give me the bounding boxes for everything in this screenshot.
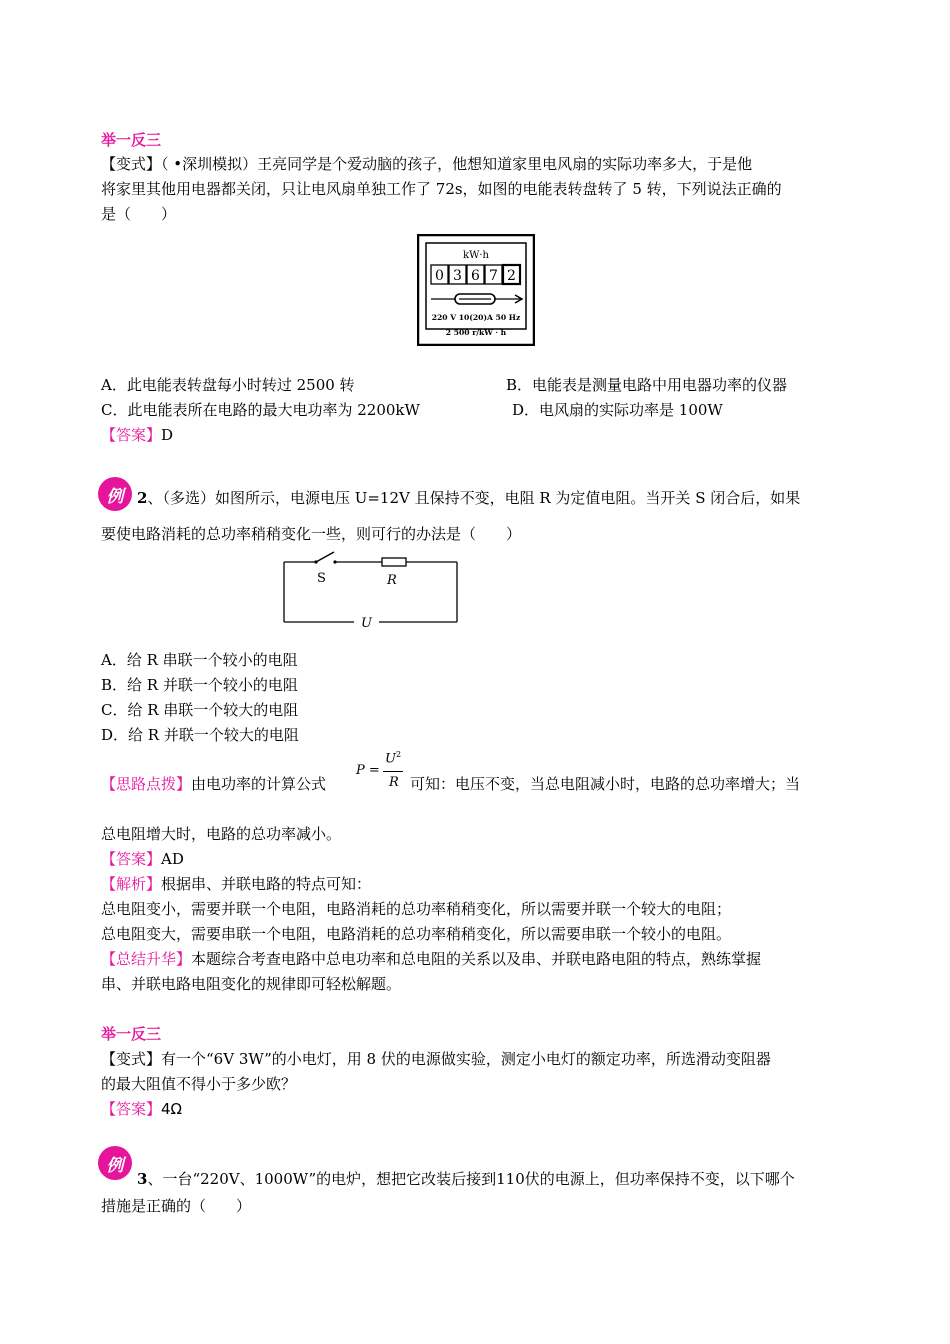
example-number: 3: [137, 1170, 148, 1188]
meter-digit: 7: [489, 268, 498, 284]
answer-value: 4Ω: [161, 1100, 183, 1118]
hint-line-continued: 可知：电压不变，当总电阻减小时，电路的总功率增大；当: [410, 775, 801, 793]
hint-line: 【思路点拨】由电功率的计算公式: [101, 775, 327, 793]
variant-text-line: 将家里其他用电器都关闭，只让电风扇单独工作了 72s，如图的电能表转盘转了 5 转，下列说法正确的: [101, 180, 782, 198]
answer-line: [101, 849, 184, 869]
circuit-diagram: [279, 548, 461, 634]
switch-label: S: [317, 571, 326, 586]
answer-value: AD: [161, 850, 184, 868]
example-question-line: 2、（多选）如图所示，电源电压 U=12V 且保持不变，电阻 R 为定值电阻。当开关 S 闭合后，如果: [137, 489, 801, 507]
answer-line: [101, 425, 173, 445]
section-heading: 举一反三: [101, 131, 162, 149]
answer-tag: 【答案】: [101, 850, 162, 868]
meter-digit: 0: [435, 268, 444, 284]
analysis-line: 【解析】根据串、并联电路的特点可知：: [101, 875, 372, 893]
meter-digit: 2: [507, 268, 516, 284]
hint-tag: 【思路点拨】: [101, 775, 192, 793]
example-question-line: 措施是正确的（ ）: [101, 1197, 252, 1215]
option-b: B．给 R 并联一个较小的电阻: [101, 676, 298, 694]
electric-meter-figure: [417, 234, 535, 346]
answer-line: [101, 1099, 182, 1119]
option-b: B．电能表是测量电路中用电器功率的仪器: [506, 376, 788, 394]
example-question-line: 3、一台“220V、1000W”的电炉，想把它改装后接到110伏的电源上，但功率保持不变，以下哪个: [137, 1170, 795, 1188]
variant-text-line: 是（ ）: [101, 205, 177, 223]
option-d: D．给 R 并联一个较大的电阻: [101, 726, 299, 744]
meter-unit: kW·h: [463, 250, 489, 261]
analysis-line: 总电阻变大，需要串联一个电阻，电路消耗的总功率稍稍变化，所以需要串联一个较小的电阻。: [101, 925, 732, 943]
electric-meter-drawing: [417, 234, 535, 346]
option-d: D．电风扇的实际功率是 100W: [512, 401, 723, 419]
section-heading: 举一反三: [101, 1025, 162, 1043]
analysis-tag: 【解析】: [101, 875, 162, 893]
answer-tag: 【答案】: [101, 426, 162, 444]
example-badge: 例: [98, 477, 132, 511]
meter-digit: 6: [471, 268, 480, 284]
answer-tag: 【答案】: [101, 1100, 162, 1118]
example-badge: 例: [98, 1146, 132, 1180]
summary-line: 【总结升华】本题综合考查电路中总电功率和总电阻的关系以及串、并联电路电阻的特点，熟练掌握: [101, 950, 762, 968]
hint-line: 总电阻增大时，电路的总功率减小。: [101, 825, 342, 843]
formula-denominator: R: [389, 775, 399, 790]
meter-spec: 220 V 10(20)A 50 Hz: [431, 313, 521, 322]
summary-line: 串、并联电路电阻变化的规律即可轻松解题。: [101, 975, 402, 993]
meter-rate: 2 500 r/kW · h: [445, 328, 507, 337]
option-a: A．给 R 串联一个较小的电阻: [101, 651, 298, 669]
summary-tag: 【总结升华】: [101, 950, 192, 968]
meter-digit: 3: [453, 268, 462, 284]
variant-text-line: 的最大阻值不得小于多少欧？: [101, 1075, 297, 1093]
formula-lhs: P =: [356, 763, 380, 778]
answer-value: D: [161, 426, 174, 444]
option-c: C．给 R 串联一个较大的电阻: [101, 701, 299, 719]
option-c: C．此电能表所在电路的最大电功率为 2200kW: [101, 401, 420, 419]
example-question-line: 要使电路消耗的总功率稍稍变化一些，则可行的办法是（ ）: [101, 525, 522, 543]
example-number: 2: [137, 489, 148, 507]
analysis-line: 总电阻变小，需要并联一个电阻，电路消耗的总功率稍稍变化，所以需要并联一个较大的电阻；: [101, 900, 732, 918]
formula-fraction-bar: [383, 771, 403, 772]
source-label: U: [361, 616, 372, 631]
option-a: A．此电能表转盘每小时转过 2500 转: [101, 376, 355, 394]
resistor-label: R: [387, 573, 397, 588]
variant-text-line: 【变式】有一个“6V 3W”的小电灯，用 8 伏的电源做实验，测定小电灯的额定功率，所选滑动变阻器: [101, 1050, 771, 1068]
variant-tag: 【变式】: [101, 155, 162, 173]
formula-numerator: $U^2$: [385, 750, 402, 767]
variant-text-line: 【变式】（ •深圳模拟）王亮同学是个爱动脑的孩子，他想知道家里电风扇的实际功率多大，于是他: [101, 155, 753, 173]
variant-tag: 【变式】: [101, 1050, 162, 1068]
